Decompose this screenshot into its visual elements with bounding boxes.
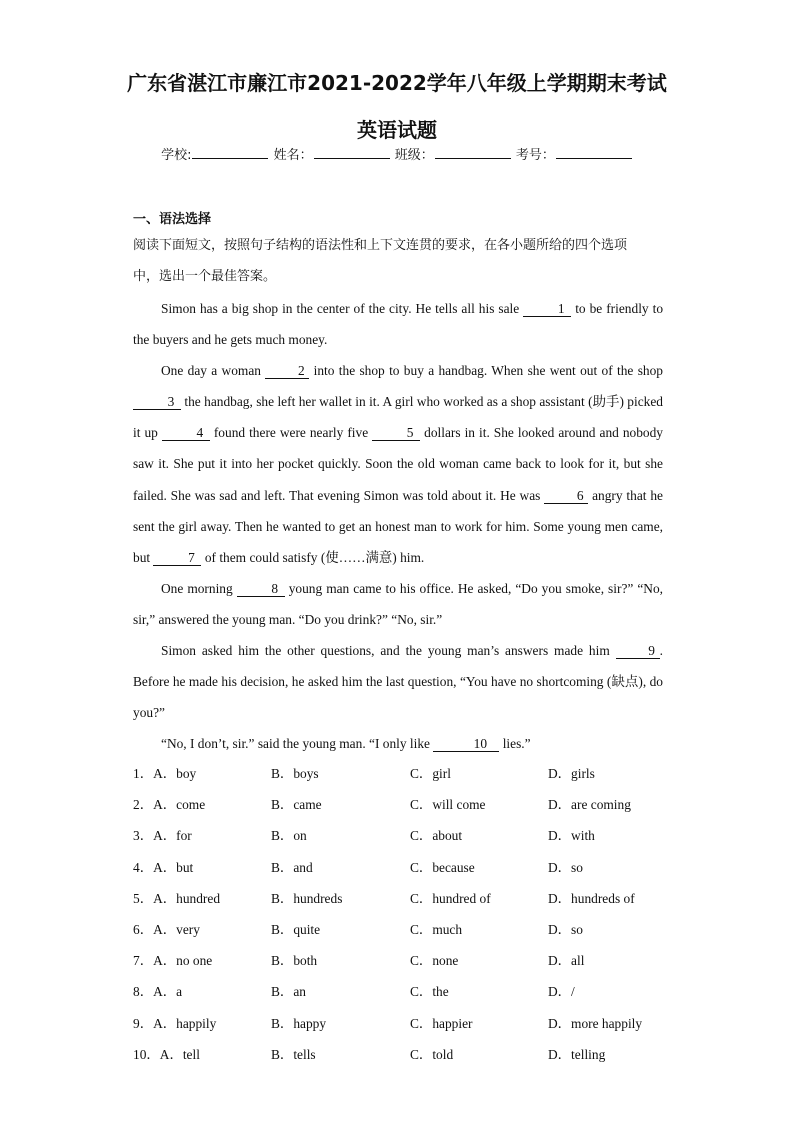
option-a[interactable]: 6．A．very [133,921,200,937]
passage-paragraph-2: One day a woman 2 into the shop to buy a handbag. When she went out of the shop 3 the handbag, she left her wallet in it. A girl who worked as a shop assistant (助手) picked it up 4 found there were nearly five 5 dollars in it. She looked around and nobody saw it. She put it into her pocket quickly. Soon the old woman came back to look for it, but she failed. She was sad and left. That evening Simon was told about it. He was 6 angry that he sent the girl away. Then he wanted to get an honest man to work for him. Some young men came, but 7 of them could satisfy (使……满意) him. [133,363,664,565]
question-options [133,763,693,1075]
option-d[interactable]: D．hundreds of [548,890,635,906]
option-a[interactable]: 3．A．for [133,828,192,844]
school-label: 学校: [161,148,192,163]
section-title: 一、语法选择 [133,212,212,227]
option-d[interactable]: D．with [548,828,595,844]
option-b[interactable]: B．happy [271,1015,327,1031]
question-row [133,763,693,794]
option-b[interactable]: B．on [271,828,307,844]
option-c[interactable]: C．about [410,828,463,844]
question-row [133,888,693,919]
school-blank[interactable] [192,146,268,159]
option-a[interactable]: 10．A．tell [133,1046,200,1062]
exam-title: 广东省湛江市廉江市2021-2022学年八年级上学期期末考试 [127,71,667,95]
option-d[interactable]: D．girls [548,766,595,781]
option-a[interactable]: 1．A．boy [133,766,197,781]
question-row [133,1044,693,1075]
option-b[interactable]: B．both [271,953,318,969]
option-c[interactable]: C．happier [410,1015,473,1031]
blank-10: 10 [433,737,499,752]
exam-subtitle: 英语试题 [357,118,437,142]
blank-7: 7 [153,551,201,566]
number-blank[interactable] [556,146,632,159]
option-b[interactable]: B．hundreds [271,890,343,906]
passage-paragraph-3: One morning 8 young man came to his office. He asked, “Do you smoke, sir?” “No, sir,” answered the young man. “Do you drink?” “No, sir.” [133,580,663,627]
passage-paragraph-4: Simon asked him the other questions, and the young man’s answers made him 9 . Before he made his decision, he asked him the last question, “You have no shortcoming (缺点), do you?” [133,643,663,721]
question-row [133,919,693,950]
option-d[interactable]: D．telling [548,1046,606,1062]
option-c[interactable]: C．the [410,984,449,1000]
option-b[interactable]: B．and [271,859,313,875]
option-b[interactable]: B．quite [271,921,321,937]
option-a[interactable]: 5．A．hundred [133,890,221,906]
question-row [133,950,693,981]
name-label: 姓名： [273,148,313,163]
blank-8: 8 [237,582,285,597]
question-row [133,857,693,888]
option-c[interactable]: C．told [410,1046,454,1062]
blank-5: 5 [372,426,420,441]
blank-1: 1 [523,302,571,317]
passage-paragraph-5: “No, I don’t, sir.” said the young man. “I only like 10 lies.” [161,736,531,752]
option-d[interactable]: D．more happily [548,1015,643,1031]
number-label: 考号： [515,148,555,163]
option-b[interactable]: B．tells [271,1046,316,1062]
student-info-row [0,144,794,163]
option-d[interactable]: D．so [548,859,583,875]
option-b[interactable]: B．came [271,797,322,813]
blank-6: 6 [544,489,588,504]
option-d[interactable]: D．so [548,921,583,937]
class-blank[interactable] [435,146,511,159]
option-c[interactable]: C．none [410,953,459,969]
cloze-passage [133,293,663,759]
question-row [133,981,693,1012]
option-c[interactable]: C．will come [410,797,486,813]
blank-3: 3 [133,395,181,410]
option-c[interactable]: C．much [410,921,463,937]
blank-2: 2 [265,364,309,379]
blank-9: 9 [616,644,660,659]
blank-4: 4 [162,426,210,441]
option-a[interactable]: 9．A．happily [133,1015,217,1031]
option-d[interactable]: D．all [548,953,585,969]
option-d[interactable]: D．/ [548,984,575,1000]
question-row [133,794,693,825]
instruction-line-2: 中，选出一个最佳答案。 [133,269,277,284]
option-a[interactable]: 2．A．come [133,797,206,813]
instruction-line-1: 阅读下面短文，按照句子结构的语法性和上下文连贯的要求，在各小题所给的四个选项 [133,238,628,253]
option-a[interactable]: 8．A．a [133,984,183,1000]
passage-paragraph-1: Simon has a big shop in the center of the city. He tells all his sale 1 to be friendly to the buyers and he gets much money. [133,301,664,348]
question-row [133,825,693,856]
option-a[interactable]: 7．A．no one [133,953,213,969]
option-b[interactable]: B．boys [271,766,319,781]
question-row [133,1013,693,1044]
option-d[interactable]: D．are coming [548,797,631,813]
option-c[interactable]: C．girl [410,766,451,781]
option-c[interactable]: C．because [410,859,475,875]
option-c[interactable]: C．hundred of [410,890,491,906]
name-blank[interactable] [314,146,390,159]
option-a[interactable]: 4．A．but [133,859,194,875]
option-b[interactable]: B．an [271,984,306,1000]
class-label: 班级： [394,148,434,163]
